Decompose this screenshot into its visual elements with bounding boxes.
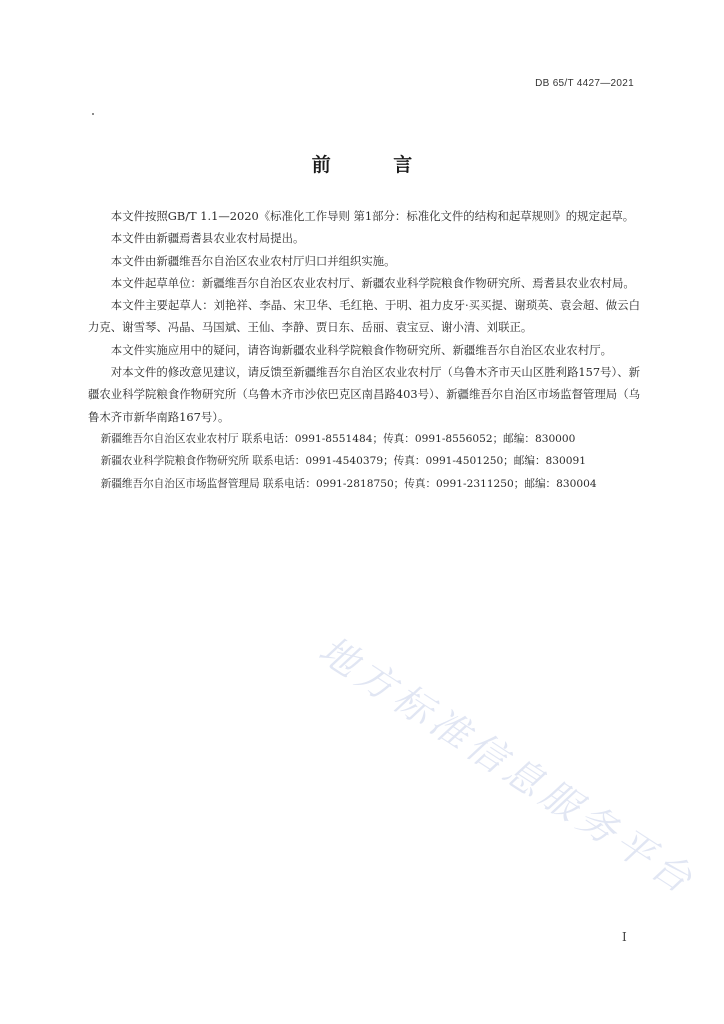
contact-line: 新疆维吾尔自治区市场监督管理局 联系电话：0991-2818750；传真：0991-2311250；邮编：830004 <box>100 477 597 490</box>
paragraph-drafting-units: 本文件起草单位：新疆维吾尔自治区农业农村厅、新疆农业科学院粮食作物研究所、焉耆县农业农村局。 <box>110 275 635 290</box>
watermark: 地方标准信息服务平台 <box>311 627 705 905</box>
paragraph-proposer: 本文件由新疆焉耆县农业农村局提出。 <box>110 231 305 246</box>
page-title: 前 言 <box>311 154 441 176</box>
paragraph-inquiries: 本文件实施应用中的疑问，请咨询新疆农业科学院粮食作物研究所、新疆维吾尔自治区农业农村厅。 <box>110 342 612 357</box>
paragraph-feedback: 对本文件的修改意见建议，请反馈至新疆维吾尔自治区农业农村厅（乌鲁木齐市天山区胜利路157号）、新疆农业科学院粮食作物研究所（乌鲁木齐市沙依巴克区南昌路403号）、新疆维吾尔自治区市场监督管理局（乌鲁木齐市新华南路167号）。 <box>88 365 640 424</box>
paragraph-main-drafters: 本文件主要起草人：刘艳祥、李晶、宋卫华、毛红艳、于明、祖力皮牙·买买提、谢琐英、袁会超、做云白力克、谢雪琴、冯晶、马国斌、王仙、李静、贾日东、岳丽、袁宝豆、谢小清、刘联正。 <box>88 298 640 335</box>
page-number: I <box>622 930 627 944</box>
paragraph-administrator: 本文件由新疆维吾尔自治区农业农村厅归口并组织实施。 <box>110 253 396 268</box>
scan-speck <box>92 113 94 115</box>
standard-code: DB 65/T 4427—2021 <box>535 78 634 89</box>
paragraph-drafting-rules: 本文件按照GB/T 1.1—2020《标准化工作导则 第1部分：标准化文件的结构和起草规则》的规定起草。 <box>110 209 635 223</box>
contact-line: 新疆农业科学院粮食作物研究所 联系电话：0991-4540379；传真：0991-4501250；邮编：830091 <box>100 455 586 468</box>
foreword-body <box>88 205 640 495</box>
contact-line: 新疆维吾尔自治区农业农村厅 联系电话：0991-8551484；传真：0991-8556052；邮编：830000 <box>100 432 576 445</box>
